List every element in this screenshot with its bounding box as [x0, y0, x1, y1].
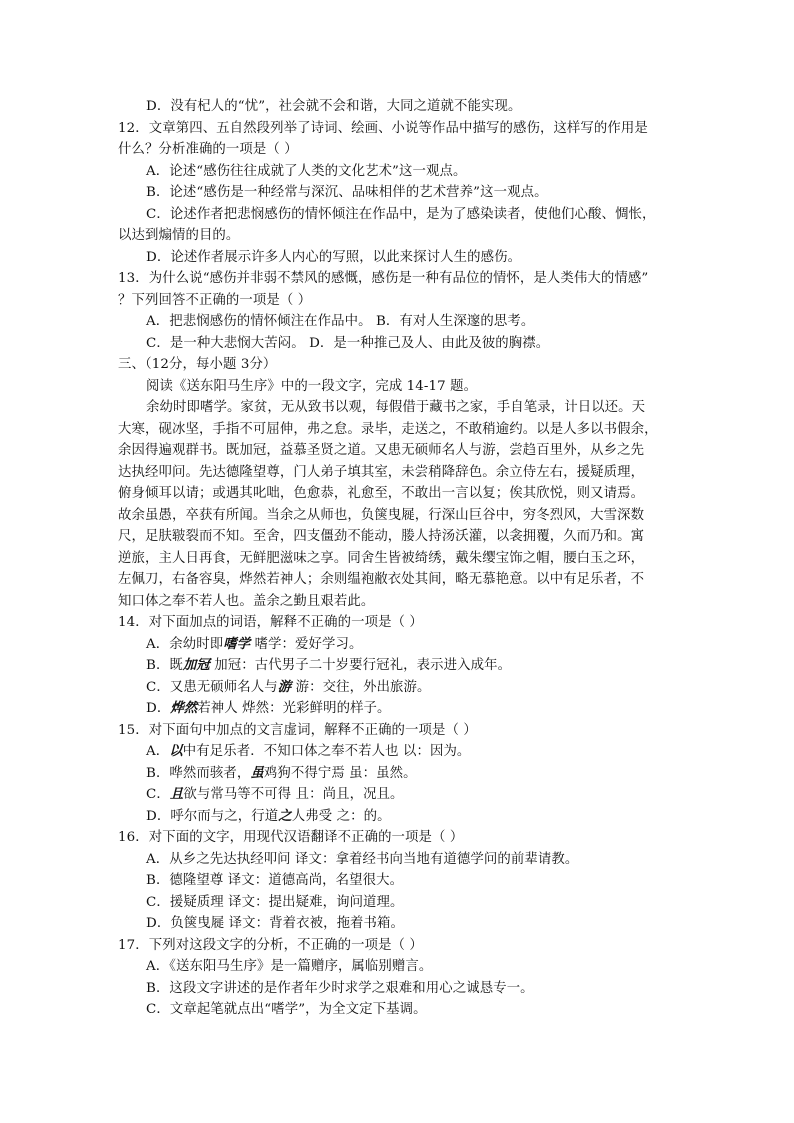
text-line: 逆旅，主人日再食，无鲜肥滋味之享。同舍生皆被绮绣，戴朱缨宝饰之帽，腰白玉之环，	[118, 550, 645, 566]
text-line: 故余虽愚，卒获有所闻。当余之从师也，负箧曳屣，行深山巨谷中，穷冬烈风，大雪深数	[118, 507, 645, 523]
text-line: 知口体之奉不若人也。盖余之勤且艰若此。	[118, 593, 375, 609]
dotted-emphasis-term: 烨然	[170, 700, 198, 716]
line-prefix: A．余幼时即	[146, 636, 224, 652]
text-line: A．从乡之先达执经叩问 译文：拿着经书向当地有道德学问的前辈请教。	[146, 851, 579, 867]
line-prefix: D．	[146, 701, 171, 716]
text-line: D．负箧曳屣 译文：背着衣被，拖着书箱。	[146, 916, 405, 931]
text-line: B．德隆望尊 译文：道德高尚，名望很大。	[146, 873, 404, 888]
text-line: 余幼时即嗜学。家贫，无从致书以观，每假借于藏书之家，手自笔录，计日以还。天	[146, 400, 646, 415]
text-line: C．援疑质理 译文：提出疑难，询问道理。	[146, 894, 404, 910]
text-line: A．把悲悯感伤的情怀倾注在作品中。 B．有对人生深邃的思考。	[146, 314, 535, 329]
text-line	[118, 806, 680, 828]
text-line	[118, 634, 680, 656]
text-line: 13．为什么说“感伤并非弱不禁风的感慨，感伤是一种有品位的情怀，是人类伟大的情感”	[118, 271, 649, 286]
text-line: 16．对下面的文字，用现代汉语翻译不正确的一项是（ ）	[118, 830, 464, 845]
text-line: 以达到煽情的目的。	[118, 228, 240, 243]
text-line: 俯身倾耳以请；或遇其叱咄，色愈恭，礼愈至，不敢出一言以复；俟其欣悦，则又请焉。	[118, 486, 645, 501]
text-line: C．论述作者把悲悯感伤的情怀倾注在作品中，是为了感染读者，使他们心酸、惆怅，	[146, 206, 656, 222]
text-line: 余因得遍观群书。既加冠，益慕圣贤之道。又患无硕师名人与游，尝趋百里外，从乡之先	[118, 443, 645, 458]
dotted-emphasis-term: 虽	[250, 764, 264, 781]
dotted-emphasis-term: 游	[277, 678, 292, 695]
text-line: D．没有杞人的“忧”，社会就不会和谐，大同之道就不能实现。	[146, 99, 522, 114]
text-line	[118, 655, 680, 677]
line-suffix: 嗜学：爱好学习。	[250, 636, 363, 652]
text-line: 尺，足肤皲裂而不知。至舍，四支僵劲不能动，媵人持汤沃灌，以衾拥覆，久而乃和。寓	[118, 529, 645, 544]
text-line: 左佩刀，右备容臭，烨然若神人；余则缊袍敝衣处其间，略无慕艳意。以中有足乐者，不	[118, 572, 645, 587]
line-suffix: 鸡狗不得宁焉 虽：虽然。	[263, 765, 417, 781]
dotted-emphasis-term: 嗜学	[223, 635, 251, 652]
line-prefix: C．	[146, 787, 170, 802]
line-suffix: 人弗受 之：的。	[291, 808, 391, 824]
text-line: 14．对下面加点的词语，解释不正确的一项是（ ）	[118, 615, 423, 630]
dotted-emphasis-term: 且	[169, 786, 184, 802]
text-line: 17．下列对这段文字的分析，不正确的一项是（ ）	[118, 937, 423, 953]
text-line	[118, 677, 680, 699]
text-line: 三、（12分，每小题 3分）	[118, 357, 277, 372]
text-line: 12．文章第四、五自然段列举了诗词、绘画、小说等作品中描写的感伤，这样写的作用是	[118, 120, 648, 136]
line-prefix: B．既	[146, 658, 183, 673]
text-line	[118, 741, 680, 763]
text-line: 达执经叩问。先达德隆望尊，门人弟子填其室，未尝稍降辞色。余立侍左右，援疑质理，	[118, 464, 645, 480]
text-line: 什么？分析准确的一项是（ ）	[118, 142, 298, 157]
text-line: C．是一种大悲悯大苦闷。 D．是一种推己及人、由此及彼的胸襟。	[146, 335, 550, 351]
text-line	[118, 763, 680, 785]
dotted-emphasis-term: 之	[278, 807, 292, 824]
line-prefix: C．又患无硕师名人与	[146, 679, 278, 695]
line-prefix: A．	[146, 744, 170, 759]
text-line: B．这段文字讲述的是作者年少时求学之艰难和用心之诚恳专一。	[146, 980, 534, 996]
dotted-emphasis-term: 加冠	[182, 657, 210, 673]
text-line: 15．对下面句中加点的文言虚词，解释不正确的一项是（ ）	[118, 722, 477, 738]
line-suffix: 中有足乐者．不知口体之奉不若人也 以：因为。	[182, 744, 471, 759]
text-line: B．论述“感伤是一种经常与深沉、品味相伴的艺术营养”这一观点。	[146, 185, 548, 200]
text-line	[118, 698, 680, 720]
line-suffix: 若神人 烨然：光彩鲜明的样子。	[197, 701, 391, 716]
line-suffix: 游：交往，外出旅游。	[291, 679, 431, 695]
text-line	[118, 784, 680, 806]
document-content	[118, 96, 680, 1021]
line-suffix: 欲与常马等不可得 且：尚且，况且。	[183, 787, 404, 802]
text-line: ？下列回答不正确的一项是（ ）	[118, 292, 312, 308]
dotted-emphasis-term: 以	[169, 743, 183, 759]
line-suffix: 加冠：古代男子二十岁要行冠礼，表示进入成年。	[209, 658, 512, 673]
text-line: A．《送东阳马生序》是一篇赠序，属临别赠言。	[146, 959, 433, 974]
text-line: D．论述作者展示许多人内心的写照，以此来探讨人生的感伤。	[146, 249, 522, 265]
line-prefix: D．呼尔而与之，行道	[146, 808, 279, 824]
text-line: 阅读《送东阳马生序》中的一段文字，完成 14-17 题。	[146, 378, 478, 394]
text-line: A．论述“感伤往往成就了人类的文化艺术”这一观点。	[146, 163, 467, 179]
text-line: 大寒，砚冰坚，手指不可屈伸，弗之怠。录毕，走送之，不敢稍逾约。以是人多以书假余，	[118, 421, 658, 437]
text-line: C．文章起笔就点出“嗜学”，为全文定下基调。	[146, 1002, 427, 1017]
line-prefix: B．哗然而骇者，	[146, 765, 251, 781]
